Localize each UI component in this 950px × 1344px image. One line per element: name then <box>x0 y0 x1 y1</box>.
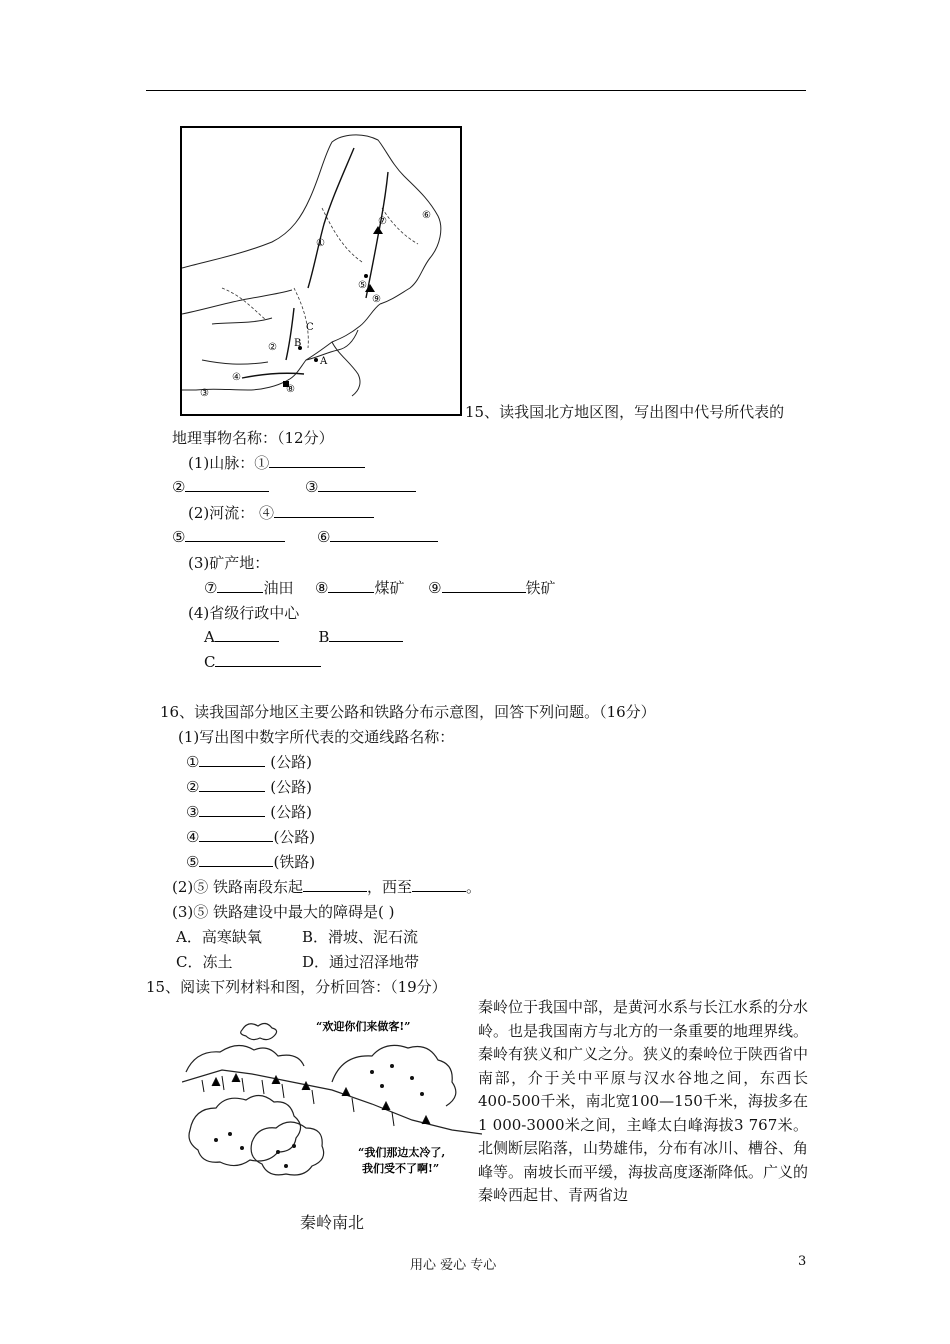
road-4-num: ④ <box>186 828 200 846</box>
road-2-num: ② <box>186 778 200 796</box>
capital-b-blank[interactable] <box>329 627 403 642</box>
option-d: D．通过沼泽地带 <box>302 953 420 971</box>
capital-c-label: C <box>204 653 216 671</box>
q16-row-5 <box>186 851 315 872</box>
mountain-2-label: ② <box>172 478 186 496</box>
river-6-label: ⑥ <box>317 528 331 546</box>
north-china-map <box>180 126 462 416</box>
q15b-title: 15、阅读下列材料和图，分析回答：（19分） <box>146 978 447 996</box>
road-1-num: ① <box>186 753 200 771</box>
road-4-type: (公路) <box>273 828 316 846</box>
q16-sub3: (3)⑤ 铁路建设中最大的障碍是( ) <box>172 903 395 921</box>
rail-5-type: (铁路) <box>273 853 316 871</box>
mine-9-blank[interactable] <box>442 578 526 593</box>
footer-center: 用心 爱心 专心 <box>410 1258 497 1273</box>
q16-row-2 <box>186 776 312 797</box>
map-label-8: ⑧ <box>286 384 295 395</box>
capital-a-blank[interactable] <box>215 627 279 642</box>
bubble-bottom-2: 我们受不了啊!” <box>362 1162 440 1175</box>
road-3-type: (公路) <box>270 803 312 821</box>
road-3-num: ③ <box>186 803 200 821</box>
map-label-7: ⑦ <box>378 216 387 227</box>
mine-8-suffix: 煤矿 <box>374 579 405 597</box>
q15-rivers-row2 <box>172 527 438 546</box>
option-c: C．冻土 <box>176 953 233 971</box>
capital-a-label: A <box>204 628 215 646</box>
river-6-blank[interactable] <box>330 527 438 542</box>
q15-rivers-row <box>188 502 374 523</box>
mountain-3-label: ③ <box>305 478 319 496</box>
option-a: A．高寒缺氧 <box>176 928 262 946</box>
mines-label: (3)矿产地： <box>188 554 270 572</box>
map-label-2: ② <box>268 342 277 353</box>
q15-capitals-row <box>204 627 403 646</box>
capital-b-label: B <box>318 628 330 646</box>
q16-row-1 <box>186 751 312 772</box>
q15-mountains-row2 <box>172 477 416 496</box>
mine-8-blank[interactable] <box>328 578 374 593</box>
map-label-1: ① <box>316 238 325 249</box>
map-label-b: B <box>294 338 302 349</box>
sub2-end: 。 <box>466 878 482 896</box>
bubble-bottom-1: “我们那边太冷了, <box>358 1146 446 1159</box>
mountain-3-blank[interactable] <box>318 477 416 492</box>
qinling-cartoon <box>182 1012 482 1192</box>
mine-8-label: ⑧ <box>315 579 329 597</box>
sub2-mid: ，西至 <box>367 878 413 896</box>
map-label-c: C <box>306 322 314 333</box>
rail-east-blank[interactable] <box>303 877 367 892</box>
qinling-paragraph: 秦岭位于我国中部，是黄河水系与长江水系的分水岭。也是我国南方与北方的一条重要的地理界线。秦岭有狭义和广义之分。狭义的秦岭位于陕西省中南部，介于关中平原与汉水谷地之间，东西长400-500千米，南北宽100—150千米，海拔多在1 000-3000米之间，主峰太白峰海拔3 767米。北侧断层陷落，山势雄伟，分布有冰川、槽谷、角峰等。南坡长而平缓，海拔高度逐渐降低。广义的秦岭西起甘、青两省边 <box>478 998 809 1204</box>
mountain-2-blank[interactable] <box>185 477 269 492</box>
map-label-a: A <box>320 356 328 367</box>
q15-intro-line2: 地理事物名称：（12分） <box>172 429 334 447</box>
rail-west-blank[interactable] <box>412 877 466 892</box>
q16-row-3 <box>186 801 312 822</box>
map-label-5: ⑤ <box>358 280 367 291</box>
q16-row-4 <box>186 826 315 847</box>
river-4-blank[interactable] <box>274 503 374 518</box>
q16-title: 16、读我国部分地区主要公路和铁路分布示意图，回答下列问题。（16分） <box>160 703 656 721</box>
q15-mines-row <box>204 577 556 598</box>
rail-5-blank[interactable] <box>199 852 273 867</box>
mountain-1-blank[interactable] <box>269 453 365 468</box>
mine-9-label: ⑨ <box>428 579 442 597</box>
sub2-start: (2)⑤ 铁路南段东起 <box>172 878 304 896</box>
q15-mountains-row <box>188 452 365 473</box>
q15-capitals-row2 <box>204 652 321 671</box>
option-b: B．滑坡、泥石流 <box>302 928 419 946</box>
mine-7-blank[interactable] <box>217 578 263 593</box>
road-1-type: (公路) <box>270 753 312 771</box>
mountains-label: (1)山脉：① <box>188 454 270 472</box>
mine-7-label: ⑦ <box>204 579 218 597</box>
river-5-label: ⑤ <box>172 528 186 546</box>
map-label-9: ⑨ <box>372 294 381 305</box>
road-1-blank[interactable] <box>199 752 265 767</box>
page-number: 3 <box>798 1254 807 1269</box>
map-label-3: ③ <box>200 388 209 399</box>
map-drawing <box>182 128 460 414</box>
road-3-blank[interactable] <box>199 802 265 817</box>
rivers-label: (2)河流： ④ <box>188 504 275 522</box>
header-rule <box>146 90 806 91</box>
capital-c-blank[interactable] <box>215 652 321 667</box>
road-2-blank[interactable] <box>199 777 265 792</box>
cartoon-caption: 秦岭南北 <box>300 1213 365 1232</box>
map-label-4: ④ <box>232 372 241 383</box>
mine-9-suffix: 铁矿 <box>525 579 556 597</box>
capitals-label: (4)省级行政中心 <box>188 604 300 622</box>
q15-intro-tail: 15、读我国北方地区图，写出图中代号所代表的 <box>465 403 785 421</box>
mine-7-suffix: 油田 <box>263 579 294 597</box>
river-5-blank[interactable] <box>185 527 285 542</box>
rail-5-num: ⑤ <box>186 853 200 871</box>
cartoon-drawing <box>182 1012 482 1192</box>
bubble-top: “欢迎你们来做客!” <box>316 1020 411 1033</box>
road-4-blank[interactable] <box>199 827 273 842</box>
q16-sub2 <box>172 876 481 897</box>
q16-sub1: (1)写出图中数字所代表的交通线路名称： <box>178 728 455 746</box>
map-label-6: ⑥ <box>422 210 431 221</box>
road-2-type: (公路) <box>270 778 312 796</box>
